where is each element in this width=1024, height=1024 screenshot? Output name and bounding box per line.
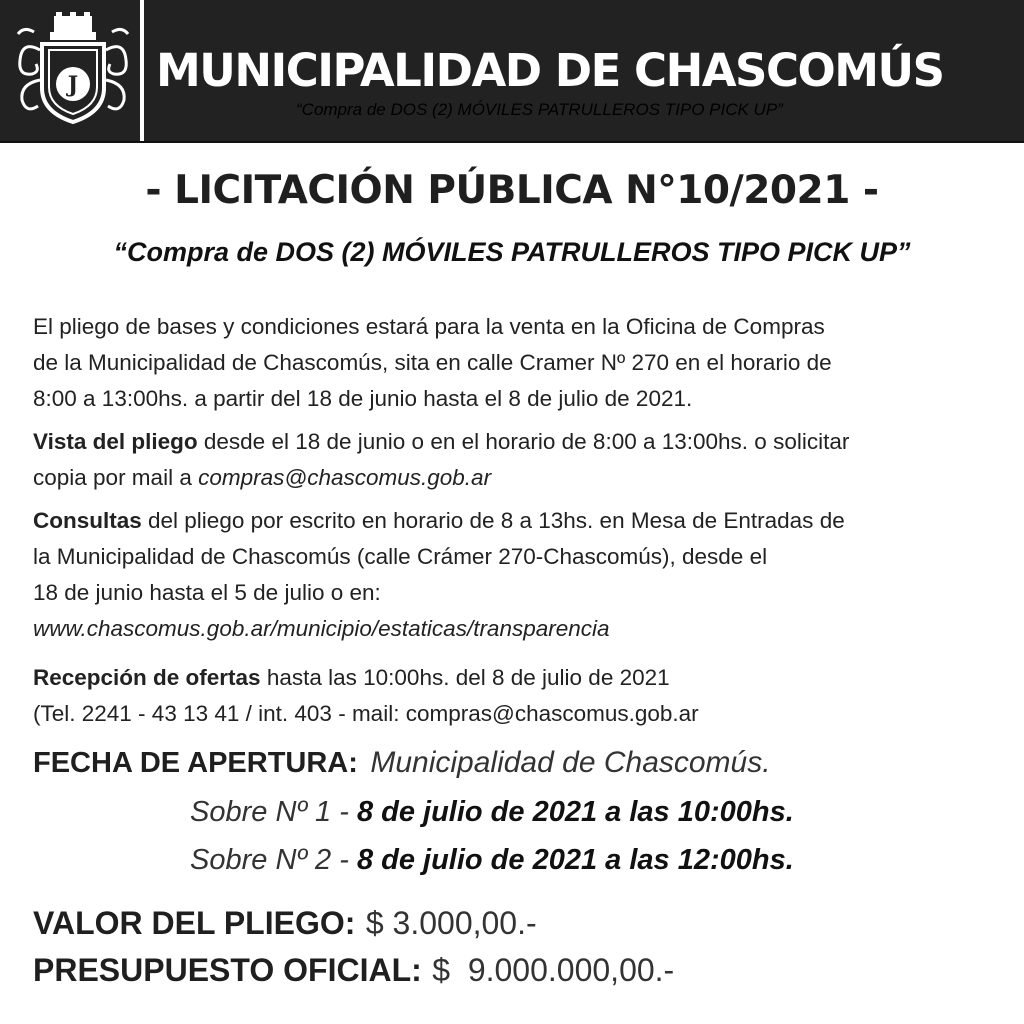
sobre-date: 8 de julio de 2021 a las 10:00hs. xyxy=(356,796,794,828)
tender-subtitle: “Compra de DOS (2) MÓVILES PATRULLEROS TIPO PICK UP” xyxy=(113,237,911,267)
consultas-text: del pliego por escrito en horario de 8 a 13hs. en Mesa de Entradas de xyxy=(141,508,845,533)
presupuesto-row xyxy=(33,952,674,989)
valor-label: VALOR DEL PLIEGO: xyxy=(33,905,356,941)
consultas-label: Consultas xyxy=(33,508,142,533)
header-subtitle-overlay: “Compra de DOS (2) MÓVILES PATRULLEROS TIPO PICK UP” xyxy=(296,100,783,119)
sobre-label: Sobre Nº 1 - xyxy=(190,796,357,828)
vista-paragraph xyxy=(33,424,1003,496)
recepcion-text: hasta las 10:00hs. del 8 de julio de 2021 xyxy=(260,665,670,690)
sobre-row-2 xyxy=(190,844,794,877)
header-banner xyxy=(0,0,1024,143)
crest-letter: J xyxy=(67,72,79,98)
intro-line: de la Municipalidad de Chascomús, sita en calle Cramer Nº 270 en el horario de xyxy=(33,350,832,375)
apertura-place: Municipalidad de Chascomús. xyxy=(370,746,771,779)
municipal-crest-icon xyxy=(12,10,134,128)
valor-row xyxy=(33,905,537,942)
header-divider xyxy=(140,0,144,143)
consultas-line: 18 de junio hasta el 5 de julio o en: xyxy=(33,580,381,605)
recepcion-contact: (Tel. 2241 - 43 13 41 / int. 403 - mail: compras@chascomus.gob.ar xyxy=(33,701,699,726)
vista-label: Vista del pliego xyxy=(33,429,198,454)
header-bottom-line xyxy=(0,141,1024,143)
consultas-line: la Municipalidad de Chascomús (calle Crámer 270-Chascomús), desde el xyxy=(33,544,768,569)
apertura-row xyxy=(33,746,771,780)
tender-title: - LICITACIÓN PÚBLICA N°10/2021 - xyxy=(145,168,879,213)
vista-email-link[interactable]: compras@chascomus.gob.ar xyxy=(198,465,492,490)
presupuesto-label: PRESUPUESTO OFICIAL: xyxy=(33,952,422,988)
sobre-date: 8 de julio de 2021 a las 12:00hs. xyxy=(356,844,794,876)
intro-line: El pliego de bases y condiciones estará para la venta en la Oficina de Compras xyxy=(33,314,825,339)
vista-text-2: copia por mail a xyxy=(33,465,199,490)
transparency-url-link[interactable]: www.chascomus.gob.ar/municipio/estaticas/transparencia xyxy=(33,616,610,641)
apertura-label: FECHA DE APERTURA: xyxy=(33,747,358,779)
recepcion-label: Recepción de ofertas xyxy=(33,665,261,690)
presupuesto-value: $ 9.000.000,00.- xyxy=(432,952,675,988)
valor-value: $ 3.000,00.- xyxy=(365,905,537,941)
vista-text: desde el 18 de junio o en el horario de 8:00 a 13:00hs. o solicitar xyxy=(197,429,850,454)
sobre-row-1 xyxy=(190,796,794,829)
intro-paragraph xyxy=(33,309,1003,417)
consultas-paragraph xyxy=(33,503,1003,647)
recepcion-paragraph xyxy=(33,660,1003,732)
organization-name: MUNICIPALIDAD DE CHASCOMÚS xyxy=(156,44,944,97)
intro-line: 8:00 a 13:00hs. a partir del 18 de junio hasta el 8 de julio de 2021. xyxy=(33,386,693,411)
sobre-label: Sobre Nº 2 - xyxy=(190,844,357,876)
